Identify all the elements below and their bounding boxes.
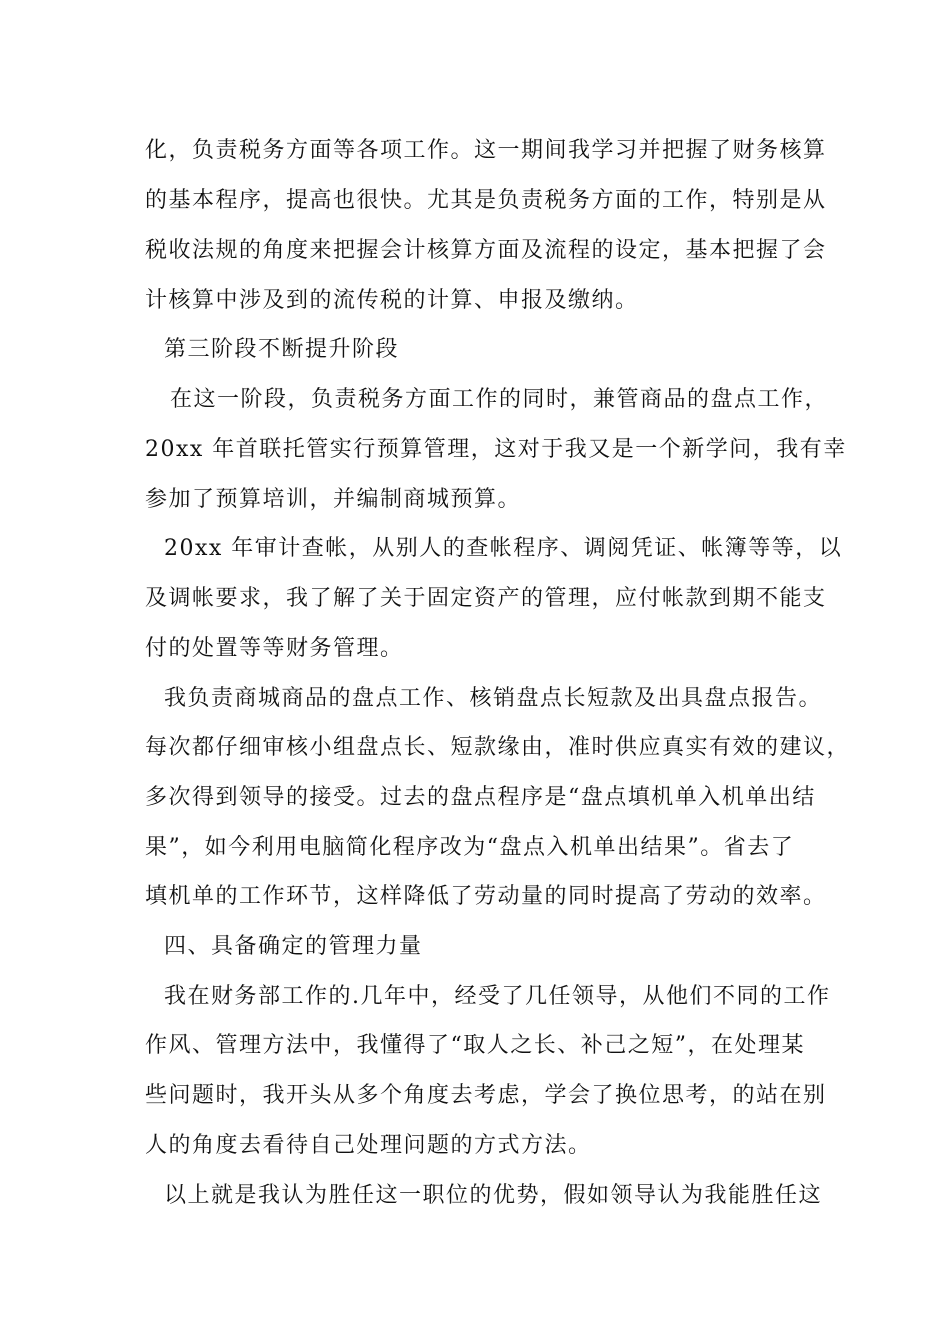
text-line: 20xx 年审计查帐，从别人的查帐程序、调阅凭证、帐簿等等，以 <box>164 536 843 561</box>
text-line: 以上就是我认为胜任这一职位的优势，假如领导认为我能胜任这 <box>164 1183 823 1208</box>
text-line: 的基本程序，提高也很快。尤其是负责税务方面的工作，特别是从 <box>145 188 827 213</box>
text-line: 多次得到领导的接受。过去的盘点程序是“盘点填机单入机单出结 <box>145 785 816 810</box>
text-line: 每次都仔细审核小组盘点长、短款缘由，准时供应真实有效的建议， <box>145 735 851 760</box>
text-line: 些问题时，我开头从多个角度去考虑，学会了换位思考，的站在别 <box>145 1083 827 1108</box>
section-heading: 四、具备确定的管理力量 <box>164 934 423 959</box>
text-line: 果”，如今利用电脑简化程序改为“盘点入机单出结果”。省去了 <box>145 835 795 860</box>
text-line: 付的处置等等财务管理。 <box>145 636 404 661</box>
text-line: 税收法规的角度来把握会计核算方面及流程的设定，基本把握了会 <box>145 238 827 263</box>
text-line: 在这一阶段，负责税务方面工作的同时，兼管商品的盘点工作， <box>170 387 829 412</box>
text-line: 人的角度去看待自己处理问题的方式方法。 <box>145 1133 592 1158</box>
text-line: 我负责商城商品的盘点工作、核销盘点长短款及出具盘点报告。 <box>164 686 823 711</box>
section-heading: 第三阶段不断提升阶段 <box>164 337 400 362</box>
text-line: 作风、管理方法中，我懂得了“取人之长、补己之短”，在处理某 <box>145 1033 805 1058</box>
text-line: 计核算中涉及到的流传税的计算、申报及缴纳。 <box>145 288 639 313</box>
text-line: 填机单的工作环节，这样降低了劳动量的同时提高了劳动的效率。 <box>145 884 827 909</box>
text-line: 参加了预算培训，并编制商城预算。 <box>145 487 522 512</box>
text-line: 化，负责税务方面等各项工作。这一期间我学习并把握了财务核算 <box>145 138 827 163</box>
text-line: 我在财务部工作的.几年中，经受了几任领导，从他们不同的工作 <box>164 984 831 1009</box>
text-line: 20xx 年首联托管实行预算管理，这对于我又是一个新学问，我有幸 <box>145 437 847 462</box>
text-line: 及调帐要求，我了解了关于固定资产的管理，应付帐款到期不能支 <box>145 586 827 611</box>
